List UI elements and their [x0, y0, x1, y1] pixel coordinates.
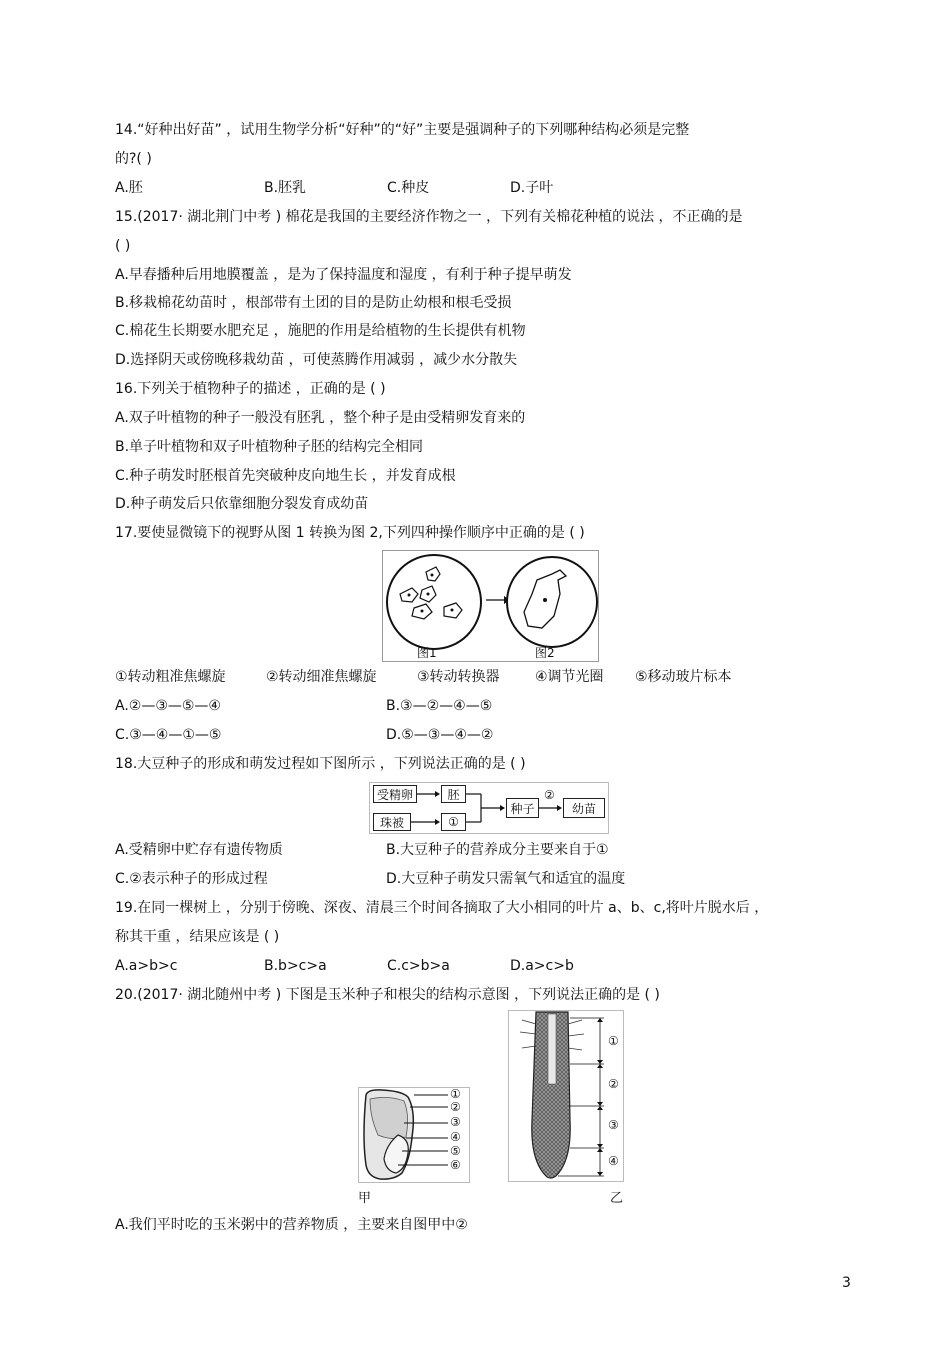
seed-label-2: ② [450, 1100, 461, 1114]
q17-step-1: ①转动粗准焦螺旋 [115, 669, 226, 685]
fig-jia-label: 甲 [358, 1191, 372, 1206]
q17-option-a: A.②—③—⑤—④ [115, 698, 221, 714]
fig1-label: 图1 [417, 646, 437, 660]
flow-box-integument: 珠被 [373, 813, 411, 831]
seed-label-3: ③ [450, 1115, 461, 1129]
fig-yi-label: 乙 [610, 1191, 624, 1206]
q14-option-d: D.子叶 [510, 180, 554, 196]
page-number: 3 [842, 1275, 851, 1291]
q15-stem-line1: 15.(2017· 湖北荆门中考 ) 棉花是我国的主要经济作物之一 ，下列有关棉花种植的说法 ，不正确的是 [115, 209, 743, 225]
q15-option-b: B.移栽棉花幼苗时 ，根部带有土团的目的是防止幼根和根毛受损 [115, 295, 512, 311]
flow-box-seed: 种子 [506, 798, 539, 818]
root-tip-figure [508, 1010, 624, 1182]
q16-option-b: B.单子叶植物和双子叶植物种子胚的结构完全相同 [115, 439, 424, 455]
root-label-2: ② [608, 1077, 619, 1091]
seed-label-1: ① [450, 1087, 461, 1101]
q17-step-3: ③转动转换器 [417, 669, 500, 685]
q14-stem-line1: 14.“好种出好苗” ，试用生物学分析“好种”的“好”主要是强调种子的下列哪种结构必须是完整 [115, 122, 690, 138]
q17-option-d: D.⑤—③—④—② [386, 727, 494, 743]
q19-option-c: C.c>b>a [387, 958, 450, 974]
q17-stem: 17.要使显微镜下的视野从图 1 转换为图 2,下列四种操作顺序中正确的是 ( ) [115, 525, 585, 541]
flow-arrow-label: ② [544, 788, 555, 802]
q17-option-c: C.③—④—①—⑤ [115, 727, 222, 743]
flow-box-circle-1: ① [441, 813, 466, 831]
q20-stem: 20.(2017· 湖北随州中考 ) 下图是玉米种子和根尖的结构示意图 ，下列说法正确的是 ( ) [115, 987, 660, 1003]
q19-stem-line1: 19.在同一棵树上 ，分别于傍晚、深夜、清晨三个时间各摘取了大小相同的叶片 a、b、c,将叶片脱水后 ， [115, 900, 769, 916]
q19-option-a: A.a>b>c [115, 958, 178, 974]
soybean-flow-diagram [369, 782, 609, 834]
q18-option-b: B.大豆种子的营养成分主要来自于① [386, 842, 609, 858]
q15-stem-line2: ( ) [115, 238, 131, 254]
q14-option-b: B.胚乳 [264, 180, 307, 196]
q17-step-5: ⑤移动玻片标本 [635, 669, 732, 685]
q14-stem-line2: 的?( ) [115, 151, 152, 167]
q18-option-d: D.大豆种子萌发只需氧气和适宜的温度 [386, 871, 626, 887]
q17-step-2: ②转动细准焦螺旋 [266, 669, 377, 685]
q18-option-c: C.②表示种子的形成过程 [115, 871, 268, 887]
q16-option-d: D.种子萌发后只依靠细胞分裂发育成幼苗 [115, 496, 369, 512]
q17-step-4: ④调节光圈 [535, 669, 604, 685]
q16-option-a: A.双子叶植物的种子一般没有胚乳 ，整个种子是由受精卵发育来的 [115, 410, 526, 426]
root-tip-illustration [508, 1010, 624, 1182]
seed-label-4: ④ [450, 1130, 461, 1144]
q14-option-c: C.种皮 [387, 180, 430, 196]
root-label-1: ① [608, 1034, 619, 1048]
q17-option-b: B.③—②—④—⑤ [386, 698, 493, 714]
q19-stem-line2: 称其干重 ，结果应该是 ( ) [115, 929, 280, 945]
q19-option-b: B.b>c>a [264, 958, 327, 974]
microscope-views-illustration [382, 550, 599, 662]
seed-label-6: ⑥ [450, 1158, 461, 1172]
q14-option-a: A.胚 [115, 180, 143, 196]
corn-seed-figure [358, 1087, 470, 1183]
microscope-figure [382, 550, 599, 662]
root-label-3: ③ [608, 1118, 619, 1132]
q16-stem: 16.下列关于植物种子的描述 ，正确的是 ( ) [115, 381, 386, 397]
root-label-4: ④ [608, 1154, 619, 1168]
flow-box-embryo: 胚 [441, 785, 466, 803]
q19-option-d: D.a>c>b [510, 958, 574, 974]
q15-option-d: D.选择阴天或傍晚移栽幼苗 ，可使蒸腾作用减弱 ，减少水分散失 [115, 352, 518, 368]
q18-stem: 18.大豆种子的形成和萌发过程如下图所示 ，下列说法正确的是 ( ) [115, 756, 526, 772]
fig2-label: 图2 [535, 646, 555, 660]
flow-box-fertilized-egg: 受精卵 [373, 785, 417, 803]
q18-option-a: A.受精卵中贮存有遗传物质 [115, 842, 283, 858]
flow-box-seedling: 幼苗 [563, 798, 605, 818]
q16-option-c: C.种子萌发时胚根首先突破种皮向地生长 ，并发育成根 [115, 468, 456, 484]
q15-option-a: A.早春播种后用地膜覆盖 ，是为了保持温度和湿度 ，有利于种子提早萌发 [115, 267, 572, 283]
seed-label-5: ⑤ [450, 1144, 461, 1158]
q15-option-c: C.棉花生长期要水肥充足 ，施肥的作用是给植物的生长提供有机物 [115, 323, 526, 339]
q20-option-a: A.我们平时吃的玉米粥中的营养物质 ，主要来自图甲中② [115, 1217, 468, 1233]
